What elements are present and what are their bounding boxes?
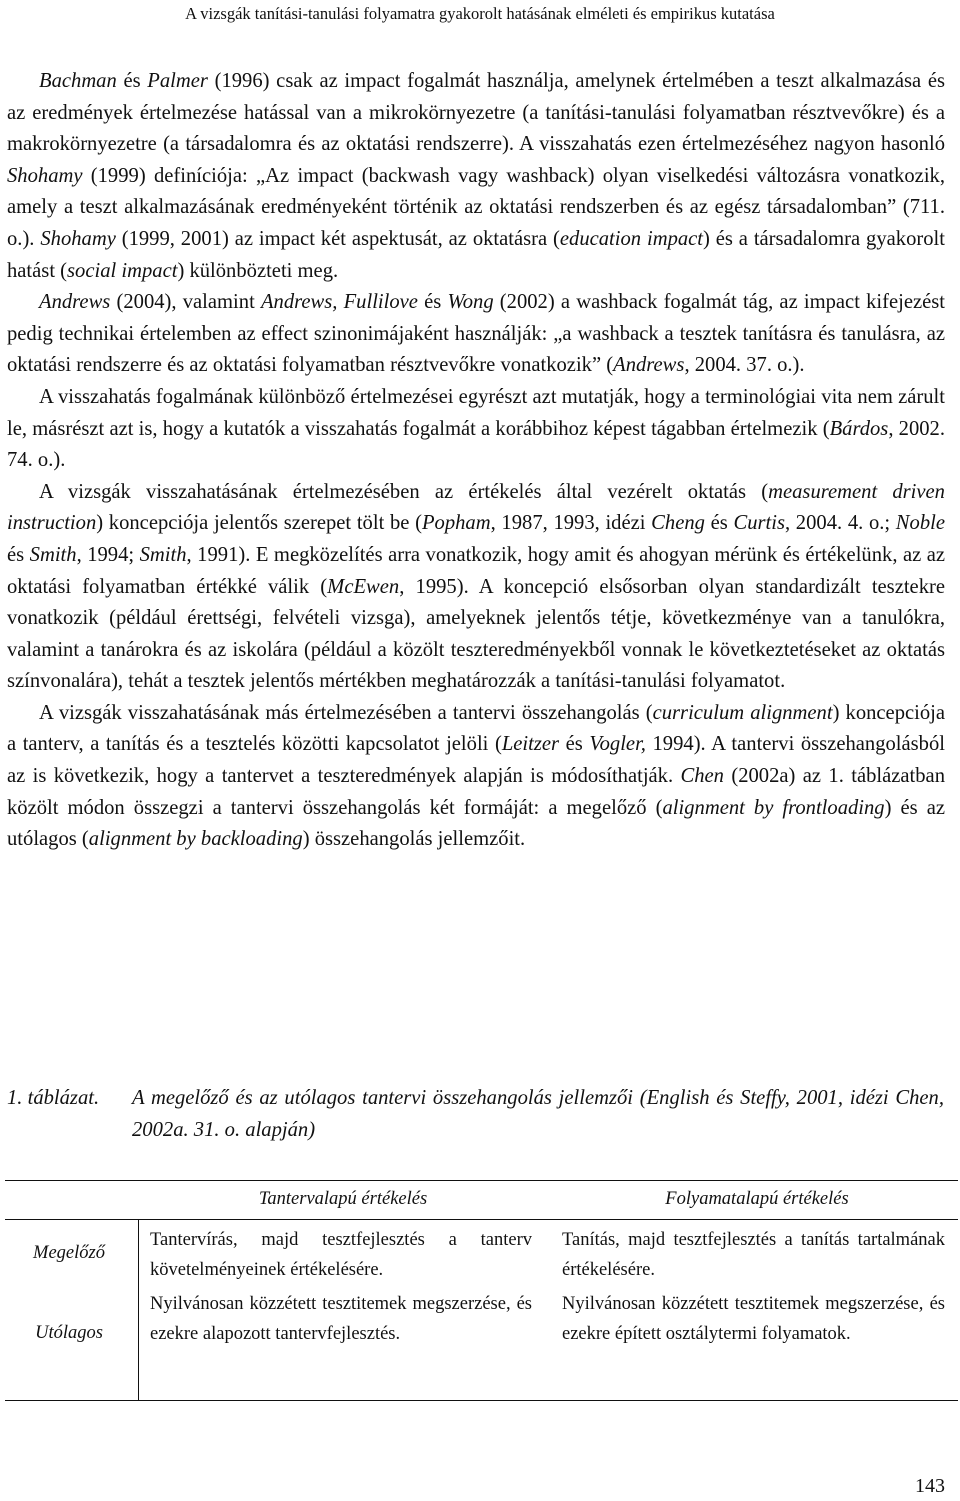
table-cell-2-2: Nyilvánosan közzétett tesztitemek megszerzése, és ezekre épített osztálytermi folyamatok. <box>562 1294 945 1344</box>
author-ref: Vogler, <box>589 733 646 756</box>
text-run: , 1987, 1993, idézi <box>490 512 652 535</box>
text-run: , 2004. 37. o.). <box>684 354 805 377</box>
text-run: (2002a) az 1. táblázatban közölt módon összegzi a tantervi összehangolás két formáját: a megelőző ( <box>7 765 945 819</box>
text-run: és <box>704 512 734 535</box>
author-ref: Shohamy <box>40 227 116 250</box>
author-ref: Wong <box>447 291 494 314</box>
author-ref: Andrews, Fullilove <box>260 291 418 314</box>
table-column-divider <box>138 1219 139 1400</box>
text-run: és <box>559 733 590 756</box>
text-run: ) és az utólagos ( <box>7 796 946 851</box>
text-run: , 1995). A koncepció elsősorban olyan standardizált tesztekre vonatkozik (például érettségi, felvételi vizsga), amelyeknek jelentős tétje, következménye van a tanulókra, valamint a tanárokra és az iskolára (például a közölt teszteredményekből vonnak le következtetéseket az oktatás színvonalára), tehát a tesztek jelentős mértékben meghatározzák a tanítási-tanulási folyamatot. <box>7 575 945 693</box>
table-caption-number: 1. táblázat. <box>7 1087 100 1109</box>
author-ref: Leitzer <box>501 733 560 756</box>
paragraph-1 <box>7 66 945 287</box>
author-ref: Smith <box>139 543 187 566</box>
term: alignment by backloading <box>88 828 303 851</box>
text-run: , 1994; <box>76 543 140 566</box>
text-run: , 1991). E megközelítés arra vonatkozik, hogy amit és ahogyan mérünk és értékelünk, az az oktatási folyamatban értékké válik ( <box>7 543 946 598</box>
text-run: , 2002. 74. o.). <box>7 417 946 472</box>
table-header-process: Folyamatalapú értékelés <box>665 1189 849 1209</box>
paragraph-3 <box>7 382 945 477</box>
text-run: ) és a társadalomra gyakorolt hatást ( <box>7 227 945 282</box>
author-ref: Bárdos <box>829 417 889 440</box>
table-caption-text: A megelőző és az utólagos tantervi összehangolás jellemzői (English és Steffy, 2001, idézi Chen, 2002a. 31. o. alapján) <box>132 1087 944 1141</box>
author-ref: Bachman <box>39 70 117 92</box>
author-ref: Noble <box>895 512 945 535</box>
text-run: (1996) csak az impact fogalmát használja, amelynek értelmében a teszt alkalmazása és az eredmények értelmezése hatással van a mikrokörnyezetre (a tanítási-tanulási folyamatban résztvevőkre) és a makrokörnyezetre (a társadalomra és az oktatási rendszerre). A visszahatás ezen értelmezéséhez nagyon hasonló <box>7 70 945 156</box>
term: education impact <box>559 227 704 250</box>
alignment-table <box>5 1180 958 1401</box>
table-caption <box>7 1083 945 1146</box>
author-ref: Popham <box>421 512 491 535</box>
term: alignment by frontloading <box>662 796 885 819</box>
text-run: (2002) a washback fogalmát tág, az impact kifejezést pedig technikai értelemben az effect szinonimájaként használják: „a washback a tesztek tanításra és tanulásra, az oktatási rendszerre és az oktatási folyamatban résztvevőkre vonatkozik” ( <box>7 291 945 377</box>
text-run: ) koncepciója jelentős szerepet tölt be ( <box>96 512 422 535</box>
text-run: és <box>7 543 30 566</box>
author-ref: Andrews <box>613 354 685 377</box>
text-run: (2004), valamint <box>110 291 261 314</box>
paragraph-2 <box>7 287 945 382</box>
text-run: és <box>417 291 448 314</box>
body-text <box>7 66 945 856</box>
paragraph-4 <box>7 477 945 698</box>
term: social impact <box>67 259 178 282</box>
term: curriculum alignment <box>652 701 833 724</box>
running-head: A vizsgák tanítási-tanulási folyamatra gyakorolt hatásának elméleti és empirikus kutatása <box>185 4 775 23</box>
paragraph-5 <box>7 698 945 856</box>
text-run: ) különbözteti meg. <box>177 259 339 282</box>
text-run: A vizsgák visszahatásának értelmezésében az értékelés által vezérelt oktatás ( <box>39 480 769 503</box>
table-header-curriculum: Tantervalapú értékelés <box>258 1189 428 1209</box>
table-divider <box>5 1219 958 1220</box>
text-run: és <box>116 70 148 92</box>
text-run: 1994). A tantervi összehangolásból az is következik, hogy a tantervet a teszteredmények alapján is módosíthatják. <box>7 733 945 788</box>
author-ref: Chen <box>680 765 724 788</box>
table-cell-1-2: Tanítás, majd tesztfejlesztés a tanítás tartalmának értékelésére. <box>562 1230 945 1280</box>
author-ref: Palmer <box>147 70 208 92</box>
author-ref: Smith <box>29 543 77 566</box>
author-ref: Shohamy <box>7 164 83 187</box>
text-run: (1999, 2001) az impact két aspektusát, az oktatásra ( <box>115 227 560 250</box>
text-run: , 2004. 4. o.; <box>784 512 896 535</box>
table-row-label-frontloading: Megelőző <box>33 1243 105 1263</box>
text-run: ) koncepciója a tanterv, a tanítás és a tesztelés közötti kapcsolatot jelöli ( <box>7 701 946 756</box>
text-run: ) összehangolás jellemzőit. <box>302 828 526 851</box>
author-ref: Curtis <box>733 512 785 535</box>
table-row-label-backloading: Utólagos <box>35 1323 103 1343</box>
text-run: A visszahatás fogalmának különböző értelmezései egyrészt azt mutatják, hogy a terminológiai vita nem zárult le, másrészt azt is, hogy a kutatók a visszahatás fogalmát a korábbihoz képest tágabban értelmezik ( <box>7 385 945 440</box>
author-ref: Cheng <box>651 512 705 535</box>
text-run: (1999) definíciója: „Az impact (backwash vagy washback) olyan viselkedési változásra vonatkozik, amely a teszt alkalmazásának eredményeként történik az oktatási rendszerben és az egész társadalomban” (711. o.). <box>7 164 945 250</box>
text-run: A vizsgák visszahatásának más értelmezésében a tantervi összehangolás ( <box>39 701 653 724</box>
table-cell-1-1: Tantervírás, majd tesztfejlesztés a tanterv követelményeinek értékelésére. <box>150 1230 532 1280</box>
table-cell-2-1: Nyilvánosan közzétett tesztitemek megszerzése, és ezekre alapozott tantervfejlesztés. <box>150 1294 532 1344</box>
page-number: 143 <box>915 1475 945 1497</box>
author-ref: McEwen <box>327 575 400 598</box>
term: measurement driven instruction <box>7 480 945 535</box>
author-ref: Andrews <box>39 291 111 314</box>
